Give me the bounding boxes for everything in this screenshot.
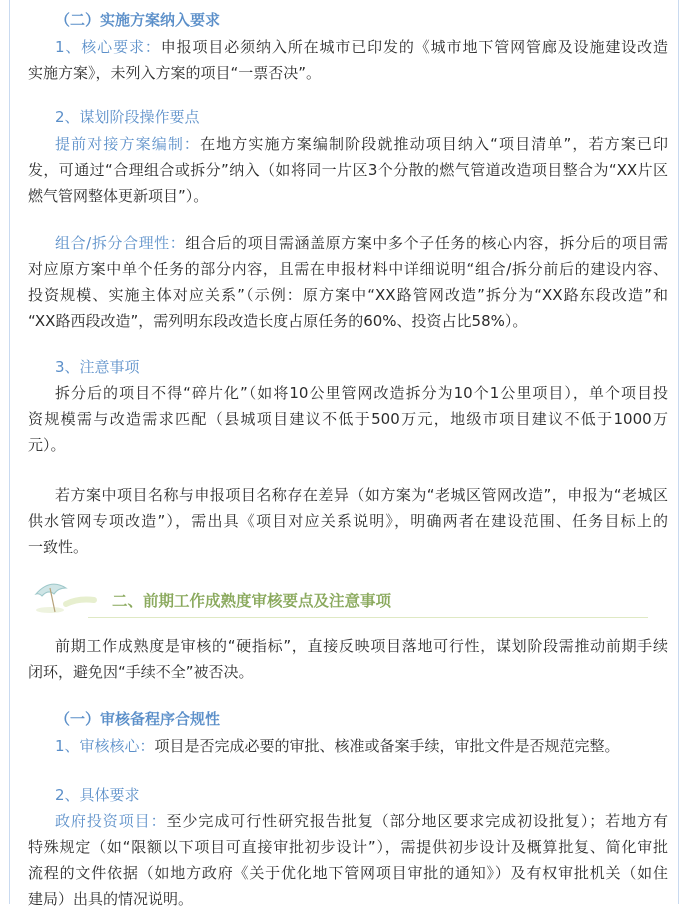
umbrella-icon bbox=[28, 574, 98, 618]
paragraph-name-difference: 若方案中项目名称与申报项目名称存在差异（如方案为“老城区管网改造”，申报为“老城区 bbox=[55, 486, 668, 504]
label-audit-core: 1、审核核心： bbox=[55, 737, 155, 755]
heading-planning-points: 2、谋划阶段操作要点 bbox=[55, 108, 200, 126]
paragraph-audit-core: 1、审核核心：项目是否完成必要的审批、核准或备案手续，审批文件是否规范完整。 bbox=[55, 737, 620, 755]
paragraph-early-docking: 提前对接方案编制：在地方实施方案编制阶段就推动项目纳入“项目清单”，若方案已印 bbox=[55, 135, 668, 153]
paragraph-core-requirement: 1、核心要求：申报项目必须纳入所在城市已印发的《城市地下管网管廊及设施建设改造 bbox=[55, 38, 669, 56]
heading-specific-requirements: 2、具体要求 bbox=[55, 786, 140, 804]
section-heading-bar bbox=[28, 586, 648, 618]
paragraph-fragmentation: 拆分后的项目不得“碎片化”（如将10公里管网改造拆分为10个1公里项目），单个项目投 bbox=[55, 384, 668, 402]
paragraph-combine-split: 组合/拆分合理性：组合后的项目需涵盖原方案中多个子任务的核心内容，拆分后的项目需 bbox=[55, 234, 668, 252]
label-combine-split: 组合/拆分合理性： bbox=[55, 234, 186, 252]
heading-notes: 3、注意事项 bbox=[55, 358, 140, 376]
paragraph-maturity-intro: 前期工作成熟度是审核的“硬指标”，直接反映项目落地可行性，谋划阶段需推动前期手续 bbox=[55, 637, 668, 655]
subheading-procedure-compliance: （一）审核备程序合规性 bbox=[55, 710, 221, 728]
label-government-investment: 政府投资项目： bbox=[55, 812, 167, 830]
subheading-implementation-plan: （二）实施方案纳入要求 bbox=[55, 11, 221, 29]
label-core-requirement: 1、核心要求： bbox=[55, 38, 161, 56]
section-divider bbox=[88, 617, 648, 618]
section-title: 二、前期工作成熟度审核要点及注意事项 bbox=[112, 592, 392, 610]
paragraph-government-investment: 政府投资项目：至少完成可行性研究报告批复（部分地区要求完成初设批复）；若地方有 bbox=[55, 812, 668, 830]
label-early-docking: 提前对接方案编制： bbox=[55, 135, 201, 153]
